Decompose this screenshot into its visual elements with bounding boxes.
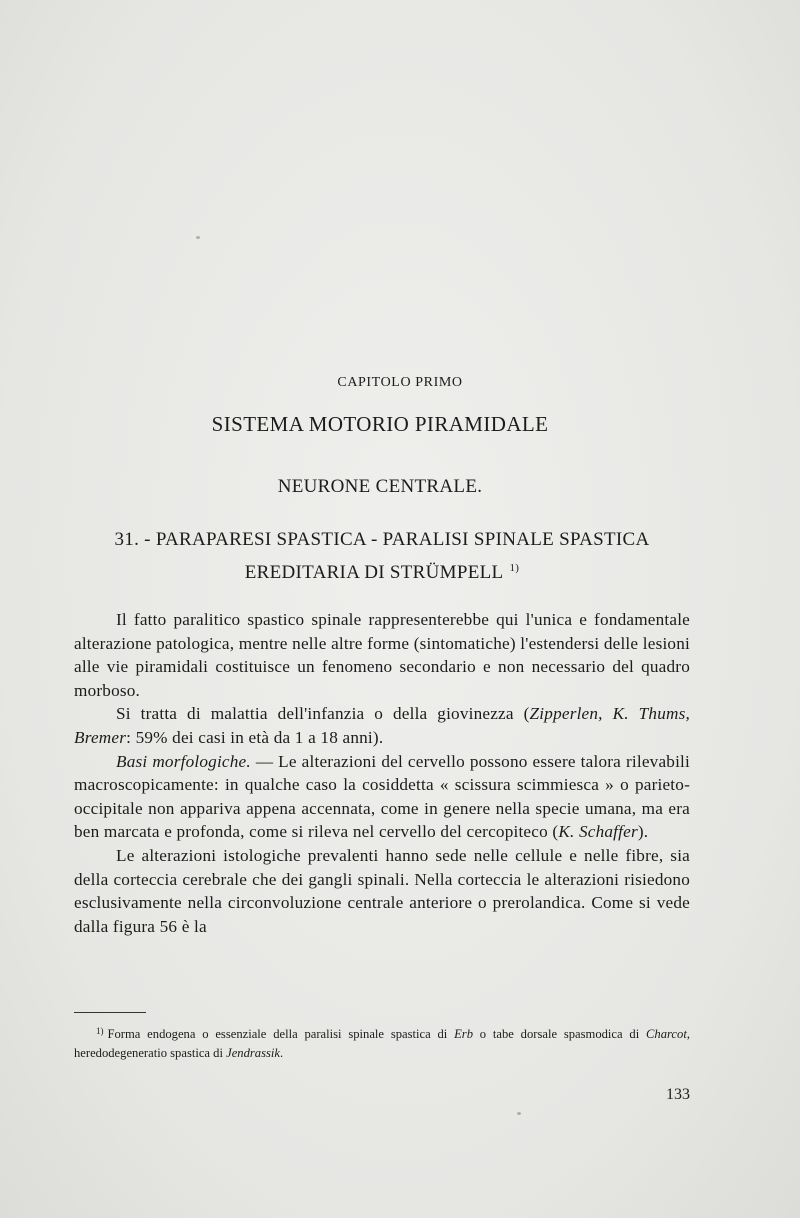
footnote-mark: 1) — [96, 1026, 104, 1036]
body-text — [74, 608, 690, 938]
cited-author: K. Schaffer — [558, 822, 638, 842]
section-heading-line2 — [76, 554, 688, 587]
section-subtitle: NEURONE CENTRALE. — [277, 476, 483, 497]
footnote-rule — [74, 1012, 146, 1013]
footnote-text-3: , heredodegeneratio spastica di — [74, 1027, 690, 1060]
section-heading — [76, 526, 688, 587]
paragraph-3-text-b: ). — [637, 822, 649, 842]
paragraph-2-text-b: : 59% dei casi in età da 1 a 18 anni). — [126, 727, 384, 747]
section-heading-line1: 31. - PARAPARESI SPASTICA - PARALISI SPINALE SPASTICA — [114, 529, 650, 550]
footnote-text-4: . — [279, 1046, 284, 1060]
paragraph-2-text-a: Si tratta di malattia dell'infanzia o della giovinezza ( — [116, 704, 530, 724]
paragraph-2 — [74, 702, 690, 749]
section-heading-line2-text: EREDITARIA DI STRÜMPELL — [244, 562, 504, 583]
paragraph-3-heading: Basi morfologiche. — [116, 751, 251, 771]
cited-authors: Zipperlen, K. Thums, Bremer — [74, 704, 690, 747]
chapter-title: SISTEMA MOTORIO PIRAMIDALE — [211, 412, 549, 436]
footnote-name-2: Charcot — [646, 1027, 687, 1041]
footnote-text-2: o tabe dorsale spasmodica di — [472, 1027, 646, 1041]
footnote — [74, 1022, 690, 1063]
paper-speck — [517, 1112, 521, 1115]
paragraph-4: Le alterazioni istologiche prevalenti hanno sede nelle cellule e nelle fibre, sia della corteccia cerebrale che dei gangli spinali. Nella corteccia le alterazioni risiedono esclusivamente nella circonvoluzione centrale anteriore o prerolandica. Come si vede dalla figura 56 è la — [74, 845, 690, 936]
footnote-name-1: Erb — [454, 1027, 473, 1041]
paragraph-3 — [74, 750, 690, 844]
footnote-text-1: Forma endogena o essenziale della paralisi spinale spastica di — [107, 1027, 455, 1041]
paper-speck — [196, 236, 200, 239]
chapter-label: CAPITOLO PRIMO — [337, 375, 463, 390]
footnote-reference: 1) — [509, 562, 520, 574]
paragraph-1: Il fatto paralitico spastico spinale rappresenterebbe qui l'unica e fondamentale alterazione patologica, mentre nelle altre forme (sintomatiche) l'estendersi delle lesioni alle vie piramidali costituisce un fenomeno secondario e non necessario del quadro morboso. — [74, 610, 690, 700]
page-number: 133 — [666, 1086, 690, 1103]
paragraph-3-text-a: — Le alterazioni del cervello possono essere talora rilevabili macroscopicamente: in qualche caso la cosiddetta « scissura scimmiesca » o parieto-occipitale non appariva appena accennata, come in genere nella specie umana, ma era ben marcata e profonda, come si rileva nel cervello del cercopiteco ( — [74, 751, 690, 842]
footnote-name-3: Jendrassik — [226, 1046, 280, 1060]
